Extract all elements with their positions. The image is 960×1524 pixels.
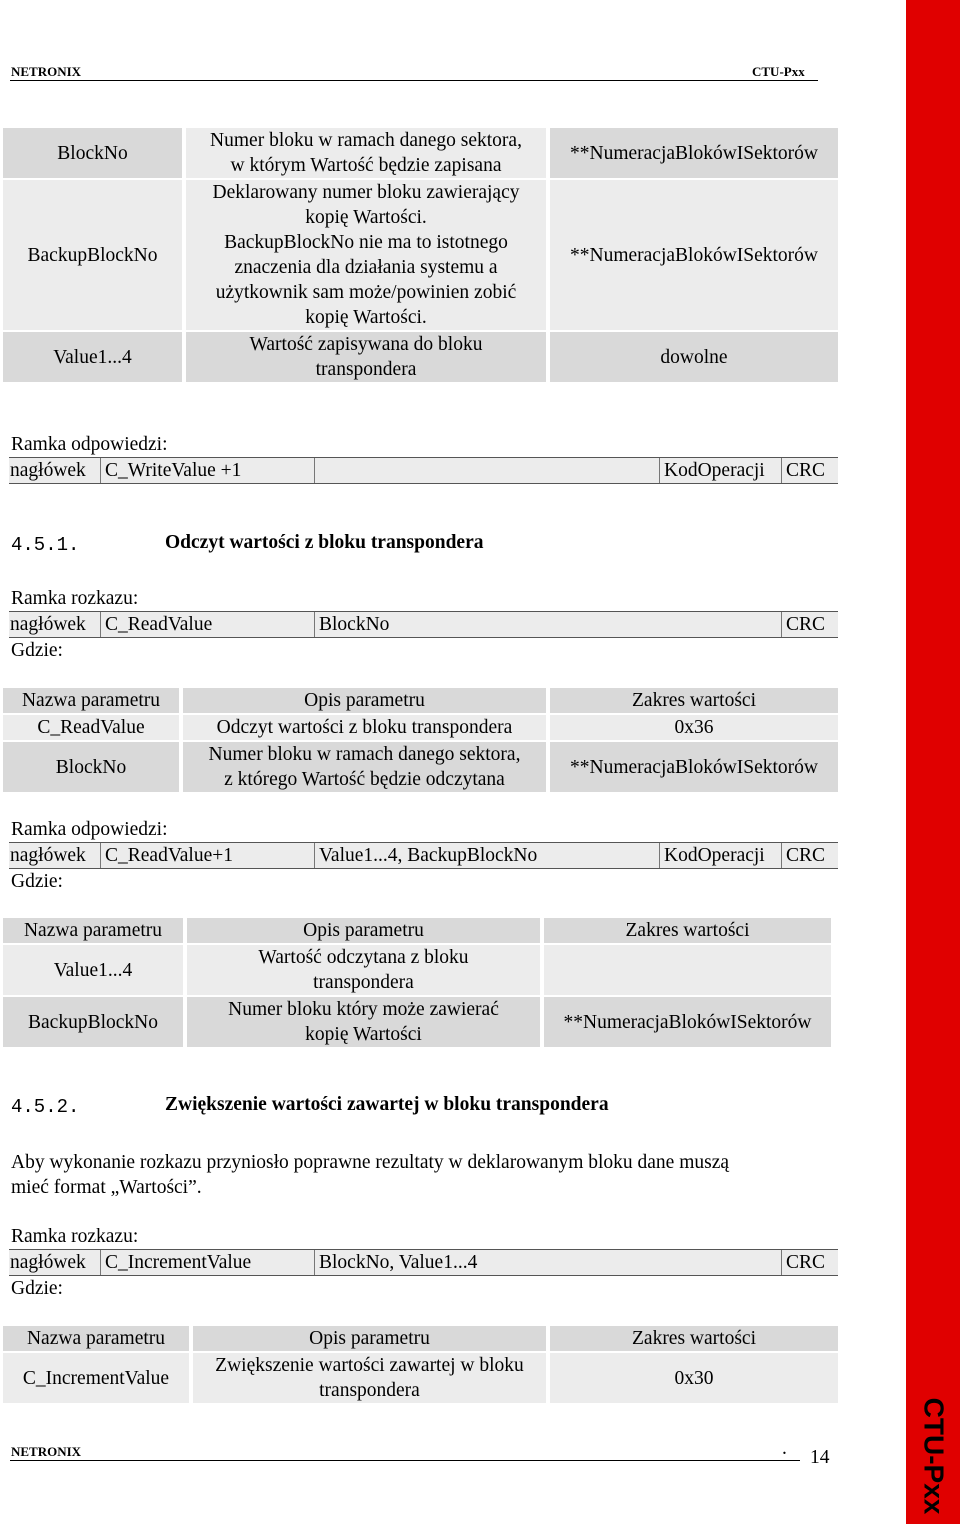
table-header: Nazwa parametru [3, 1326, 189, 1351]
frame-cell: nagłówek [10, 614, 86, 635]
table-cell-desc: Wartość odczytana z bloku transpondera [187, 945, 540, 995]
frame-cell: nagłówek [10, 460, 86, 481]
table-cell-desc: Numer bloku który może zawierać kopię Wartości [187, 997, 540, 1047]
footer-company: NETRONIX [11, 1444, 82, 1459]
frame-cell: nagłówek [10, 1252, 86, 1273]
where-label: Gdzie: [11, 871, 63, 892]
table-cell-range: **NumeracjaBlokówISektorów [550, 180, 838, 330]
command-frame-read [9, 611, 838, 638]
table-header: Nazwa parametru [3, 688, 179, 713]
frame-cell: CRC [781, 1250, 838, 1275]
command-frame-label: Ramka rozkazu: [11, 588, 139, 609]
frame-cell: CRC [781, 612, 838, 637]
response-frame-write [9, 457, 838, 484]
frame-cell: C_WriteValue +1 [100, 458, 314, 483]
sidebar-label: CTU-Pxx [918, 1397, 950, 1515]
table-cell-name: C_ReadValue [3, 715, 179, 740]
table-header: Nazwa parametru [3, 918, 183, 943]
footer-dot: . [782, 1438, 787, 1459]
table-cell-name: Value1...4 [3, 945, 183, 995]
where-label: Gdzie: [11, 1278, 63, 1299]
command-frame-label: Ramka rozkazu: [11, 1226, 139, 1247]
table-cell-range: 0x30 [550, 1353, 838, 1403]
table-header: Opis parametru [183, 688, 546, 713]
table-cell-name: BlockNo [3, 128, 182, 178]
table-header: Zakres wartości [550, 1326, 838, 1351]
table-cell-range: **NumeracjaBlokówISektorów [544, 997, 831, 1047]
table-cell-desc: Odczyt wartości z bloku transpondera [183, 715, 546, 740]
table-cell-range: dowolne [550, 332, 838, 382]
table-cell-name: Value1...4 [3, 332, 182, 382]
frame-cell: CRC [781, 843, 838, 868]
header-company: NETRONIX [11, 64, 82, 79]
table-header: Zakres wartości [550, 688, 838, 713]
section-number: 4.5.2. [11, 1096, 80, 1118]
table-cell-name: BackupBlockNo [3, 180, 182, 330]
table-cell-range: 0x36 [550, 715, 838, 740]
section-title: Odczyt wartości z bloku transpondera [165, 532, 484, 553]
table-cell-desc: Zwiększenie wartości zawartej w bloku transpondera [193, 1353, 546, 1403]
table-cell-range: **NumeracjaBlokówISektorów [550, 128, 838, 178]
paragraph-line: Aby wykonanie rozkazu przyniosło poprawne rezultaty w deklarowanym bloku dane muszą [11, 1152, 730, 1173]
frame-cell: C_IncrementValue [100, 1250, 314, 1275]
paragraph-line: mieć format „Wartości”. [11, 1177, 202, 1198]
table-header: Opis parametru [187, 918, 540, 943]
frame-cell: KodOperacji [659, 458, 781, 483]
frame-cell: KodOperacji [659, 843, 781, 868]
response-frame-label: Ramka odpowiedzi: [11, 819, 168, 840]
frame-cell: BlockNo [314, 612, 781, 637]
footer-rule [10, 1460, 800, 1461]
where-label: Gdzie: [11, 640, 63, 661]
frame-cell: CRC [781, 458, 838, 483]
header-rule [10, 80, 818, 81]
frame-cell: Value1...4, BackupBlockNo [314, 843, 659, 868]
table-header: Zakres wartości [544, 918, 831, 943]
table-cell-desc: Wartość zapisywana do bloku transpondera [186, 332, 546, 382]
response-frame-read [9, 842, 838, 869]
table-cell-desc: Numer bloku w ramach danego sektora, z którego Wartość będzie odczytana [183, 742, 546, 792]
table-cell-name: BlockNo [3, 742, 179, 792]
section-number: 4.5.1. [11, 534, 80, 556]
frame-cell: BlockNo, Value1...4 [314, 1250, 781, 1275]
frame-cell: C_ReadValue+1 [100, 843, 314, 868]
page-number: 14 [810, 1447, 830, 1468]
table-cell-name: BackupBlockNo [3, 997, 183, 1047]
command-frame-increment [9, 1249, 838, 1276]
frame-cell: nagłówek [10, 845, 86, 866]
table-cell-desc: Numer bloku w ramach danego sektora, w którym Wartość będzie zapisana [186, 128, 546, 178]
table-cell-range [544, 945, 831, 995]
frame-cell: C_ReadValue [100, 612, 314, 637]
sidebar-bar [906, 0, 960, 1524]
table-header: Opis parametru [193, 1326, 546, 1351]
table-cell-range: **NumeracjaBlokówISektorów [550, 742, 838, 792]
header-product: CTU-Pxx [752, 64, 805, 79]
table-cell-desc: Deklarowany numer bloku zawierający kopię Wartości. BackupBlockNo nie ma to istotnego znaczenia dla działania systemu a użytkownik sam może/powinien zobić kopię Wartości. [186, 180, 546, 330]
section-title: Zwiększenie wartości zawartej w bloku transpondera [165, 1094, 609, 1115]
frame-cell [314, 458, 659, 483]
response-frame-label: Ramka odpowiedzi: [11, 434, 168, 455]
table-cell-name: C_IncrementValue [3, 1353, 189, 1403]
